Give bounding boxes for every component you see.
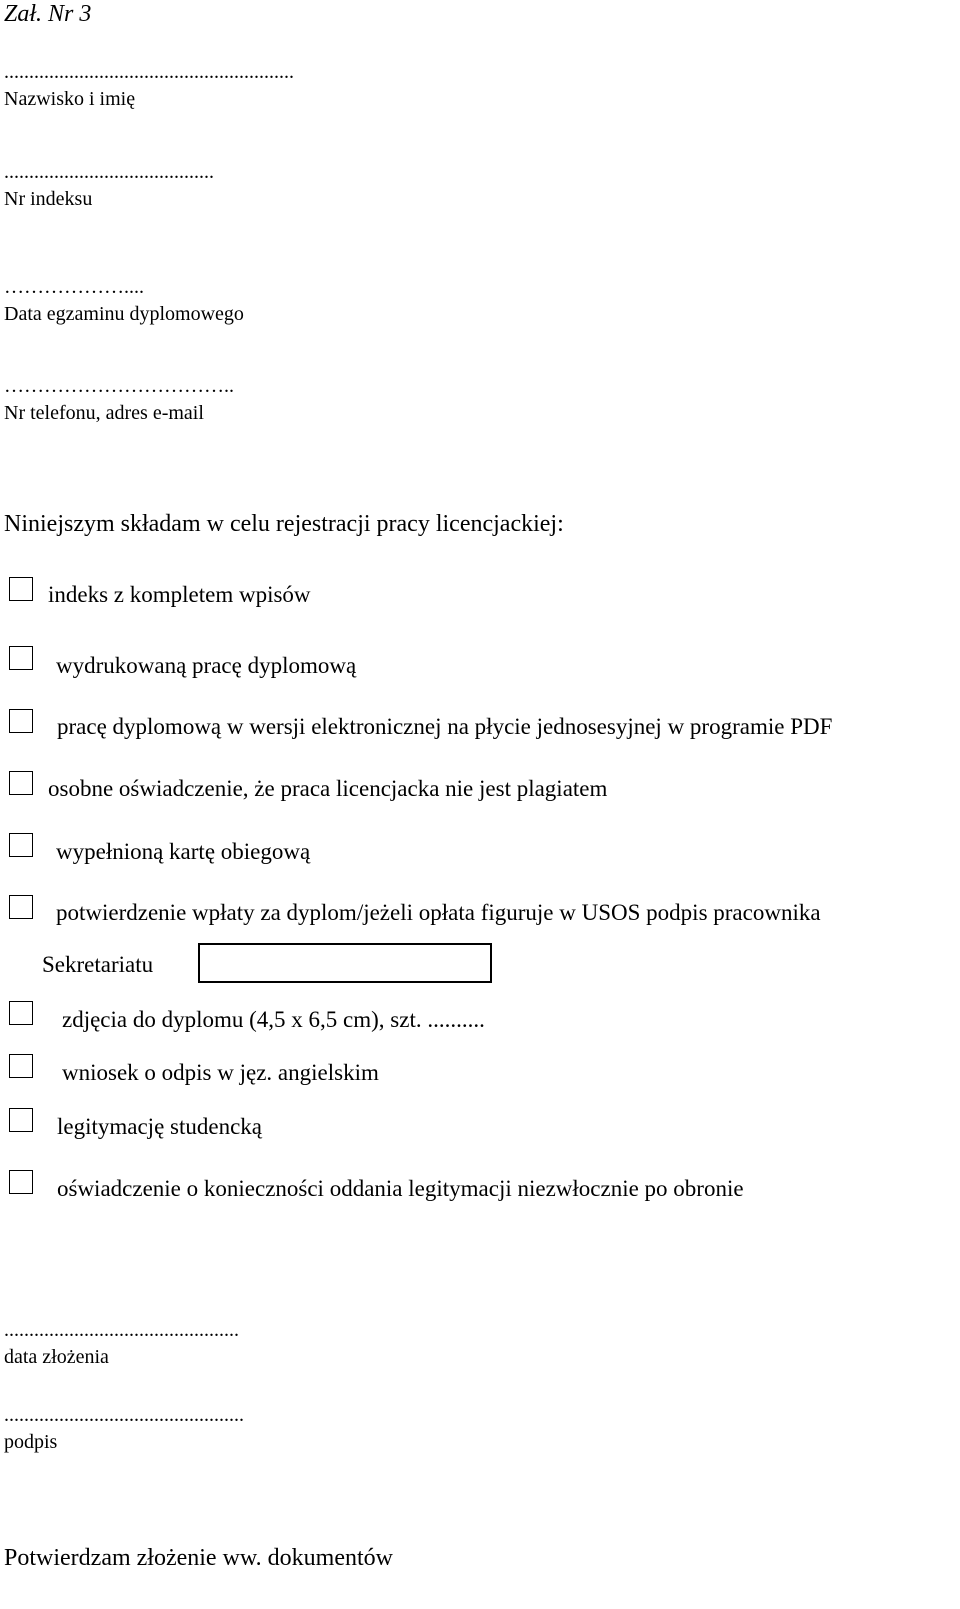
checklist-item-label: osobne oświadczenie, że praca licencjacka nie jest plagiatem (48, 776, 608, 801)
checkbox-diploma-photos[interactable] (9, 1001, 33, 1025)
submission-date-dots[interactable]: ............................................... (4, 1319, 239, 1341)
name-field-dots[interactable]: .......................................................... (4, 61, 294, 83)
attachment-number: Zał. Nr 3 (4, 1, 92, 27)
intro-text: Niniejszym składam w celu rejestracji pracy licencjackiej: (4, 511, 564, 537)
checkbox-payment-confirmation[interactable] (9, 895, 33, 919)
checkbox-circulation-card[interactable] (9, 833, 33, 857)
checkbox-plagiarism-statement[interactable] (9, 771, 33, 795)
signature-dots[interactable]: ................................................ (4, 1404, 244, 1426)
checklist-item-label: wydrukowaną pracę dyplomową (56, 653, 357, 678)
checkbox-student-id[interactable] (9, 1108, 33, 1132)
checkbox-index[interactable] (9, 577, 33, 601)
index-field-dots[interactable]: .......................................... (4, 161, 214, 183)
checklist-item-label: wniosek o odpis w jęz. angielskim (62, 1060, 379, 1085)
exam-date-field-label: Data egzaminu dyplomowego (4, 303, 244, 325)
checklist-item-label: indeks z kompletem wpisów (48, 582, 311, 607)
exam-date-field-dots[interactable]: ……………….... (4, 276, 144, 298)
checkbox-id-return-statement[interactable] (9, 1170, 33, 1194)
checklist-item-label: zdjęcia do dyplomu (4,5 x 6,5 cm), szt. .......... (62, 1007, 485, 1032)
checklist-item-label: oświadczenie o konieczności oddania legitymacji niezwłocznie po obronie (57, 1176, 744, 1201)
signature-label: podpis (4, 1431, 58, 1453)
secretariat-label: Sekretariatu (42, 952, 154, 977)
checkbox-printed-thesis[interactable] (9, 646, 33, 670)
confirmation-text: Potwierdzam złożenie ww. dokumentów (4, 1545, 394, 1571)
contact-field-dots[interactable]: …………………………….. (4, 375, 234, 397)
checklist-item-label: legitymację studencką (57, 1114, 263, 1139)
index-field-label: Nr indeksu (4, 188, 93, 210)
checkbox-electronic-thesis[interactable] (9, 709, 33, 733)
checklist-item-label: potwierdzenie wpłaty za dyplom/jeżeli opłata figuruje w USOS podpis pracownika (56, 900, 821, 925)
secretariat-signature-box[interactable] (198, 943, 492, 983)
checkbox-english-copy-request[interactable] (9, 1054, 33, 1078)
submission-date-label: data złożenia (4, 1346, 109, 1368)
checklist-item-label: pracę dyplomową w wersji elektronicznej na płycie jednosesyjnej w programie PDF (57, 714, 833, 739)
checklist-item-label: wypełnioną kartę obiegową (56, 839, 311, 864)
name-field-label: Nazwisko i imię (4, 88, 136, 110)
contact-field-label: Nr telefonu, adres e-mail (4, 402, 204, 424)
